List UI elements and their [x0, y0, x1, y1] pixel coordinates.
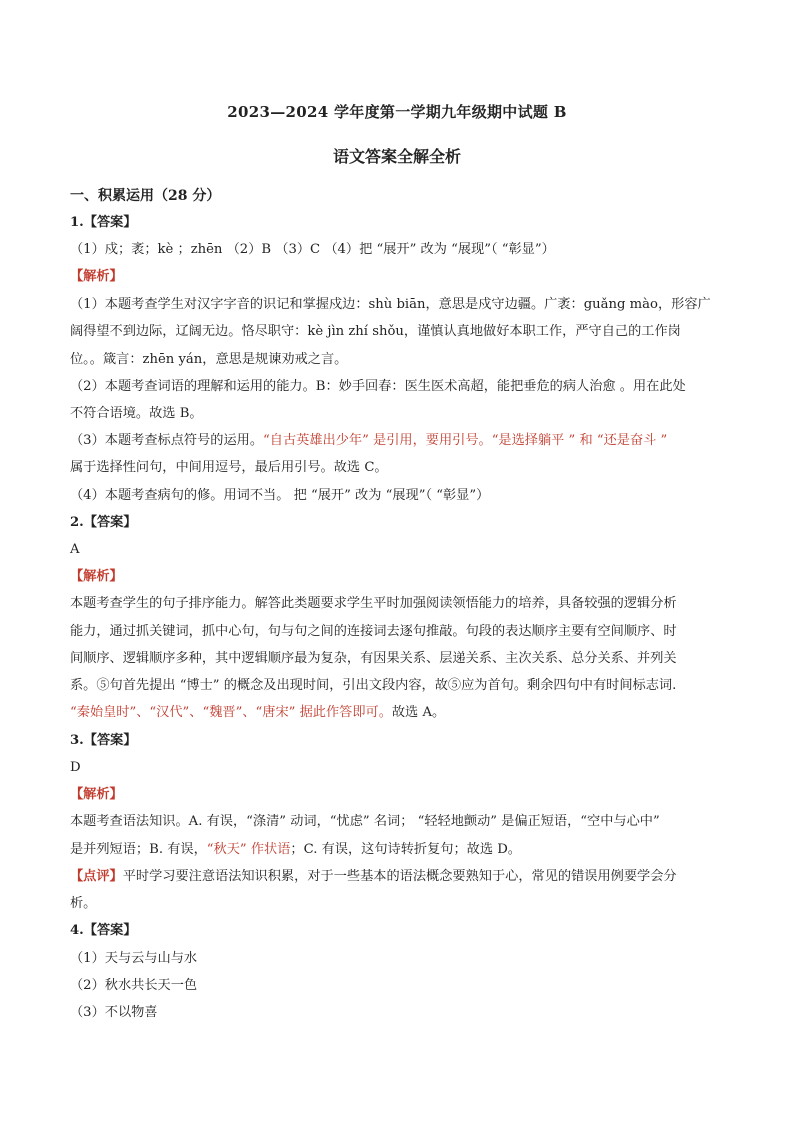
q2-answer: A — [70, 542, 80, 557]
answer-tag: 【答案】 — [83, 923, 137, 938]
q1-answer: （1）戍；袤；kè ；zhēn （2）B （3）C （4）把 “展开” 改为 “展现”（ “彰显”） — [70, 242, 555, 257]
q1-number: 1. — [70, 215, 84, 230]
q2-heading — [70, 513, 730, 533]
analysis-tag: 【解析】 — [70, 787, 123, 802]
q2-analysis-line: 间顺序、逻辑顺序多种，其中逻辑顺序最为复杂，有因果关系、层递关系、主次关系、总分关系、并列关 — [70, 651, 677, 666]
q3-analysis-line: 本题考查语法知识。A. 有误，“涤清” 动词，“忧虑” 名词； “轻轻地颤动” 是偏正短语，“空中与心中” — [70, 814, 660, 829]
q2-analysis-highlight: “秦始皇时”、“汉代”、“魏晋”、“唐宋” 据此作答即可。 — [70, 705, 392, 720]
q1-analysis-highlight: “自古英雄出少年” 是引用，要用引号。“是选择躺平 ” 和 “还是奋斗 ” — [263, 433, 668, 448]
q1-analysis-line: （1）本题考查学生对汉字字音的识记和掌握戍边：shù biān，意思是戍守边疆。广袤：guǎng mào，形容广 — [70, 297, 711, 312]
q2-number: 2. — [70, 515, 84, 530]
q2-analysis-line: 能力，通过抓关键词，抓中心句，句与句之间的连接词去逐句推敲。句段的表达顺序主要有空间顺序、时 — [70, 624, 677, 639]
answer-tag: 【答案】 — [83, 215, 137, 230]
q4-answer-item: （3）不以物喜 — [70, 1005, 158, 1020]
q1-analysis-line: 位。。箴言：zhēn yán，意思是规谏劝戒之言。 — [70, 352, 348, 367]
q4-answer-item: （1）天与云与山与水 — [70, 951, 198, 966]
answer-tag: 【答案】 — [83, 515, 137, 530]
q1-analysis-line: 阔得望不到边际，辽阔无边。恪尽职守：kè jìn zhí shǒu，谨慎认真地做好本职工作，严守自己的工作岗 — [70, 324, 681, 339]
q3-answer: D — [70, 760, 81, 775]
q1-analysis-text: （3）本题考查标点符号的运用。 — [70, 433, 264, 448]
q1-heading — [70, 213, 730, 233]
analysis-tag: 【解析】 — [70, 269, 123, 284]
q4-heading — [70, 921, 730, 941]
section-heading: 一、积累运用（28 分） — [70, 188, 221, 204]
q3-analysis-text: ；C. 有误，这句诗转折复句；故选 D。 — [290, 842, 521, 857]
q1-analysis-line: 属于选择性问句，中间用逗号，最后用引号。故选 C。 — [70, 460, 388, 475]
q1-analysis-line: 不符合语境。故选 B。 — [70, 406, 203, 421]
q3-comment-line: 析。 — [70, 896, 97, 911]
answer-tag: 【答案】 — [83, 733, 137, 748]
document-title: 2023—2024 学年度第一学期九年级期中试题 B — [227, 103, 567, 121]
q3-comment-text: 平时学习要注意语法知识积累，对于一些基本的语法概念要熟知于心，常见的错误用例要学会分 — [122, 869, 677, 884]
q3-comment-line — [70, 867, 730, 887]
q4-answer-item: （2）秋水共长天一色 — [70, 978, 198, 993]
comment-tag: 【点评】 — [70, 869, 123, 884]
q1-analysis-line: （2）本题考查词语的理解和运用的能力。B：妙手回春：医生医术高超，能把垂危的病人治愈 。用在此处 — [70, 379, 686, 394]
q3-analysis-highlight: “秋天” 作状语 — [206, 842, 291, 857]
q3-heading — [70, 731, 730, 751]
q2-analysis-line: 系。⑤句首先提出 “博士” 的概念及出现时间，引出文段内容，故⑤应为首句。剩余四句中有时间标志词. — [70, 678, 677, 693]
q2-analysis-line: 本题考查学生的句子排序能力。解答此类题要求学生平时加强阅读领悟能力的培养，具备较强的逻辑分析 — [70, 596, 677, 611]
q3-number: 3. — [70, 733, 84, 748]
q2-analysis-line — [70, 703, 730, 723]
q1-analysis-line — [70, 431, 730, 451]
document-subtitle: 语文答案全解全析 — [332, 147, 461, 166]
q1-analysis-line: （4）本题考查病句的修。用词不当。 把 “展开” 改为 “展现”（ “彰显”） — [70, 488, 490, 503]
q4-number: 4. — [70, 923, 84, 938]
q3-analysis-text: 是并列短语；B. 有误， — [70, 842, 207, 857]
analysis-tag: 【解析】 — [70, 569, 123, 584]
q3-analysis-line — [70, 840, 730, 860]
q2-analysis-text: 故选 A。 — [391, 705, 446, 720]
